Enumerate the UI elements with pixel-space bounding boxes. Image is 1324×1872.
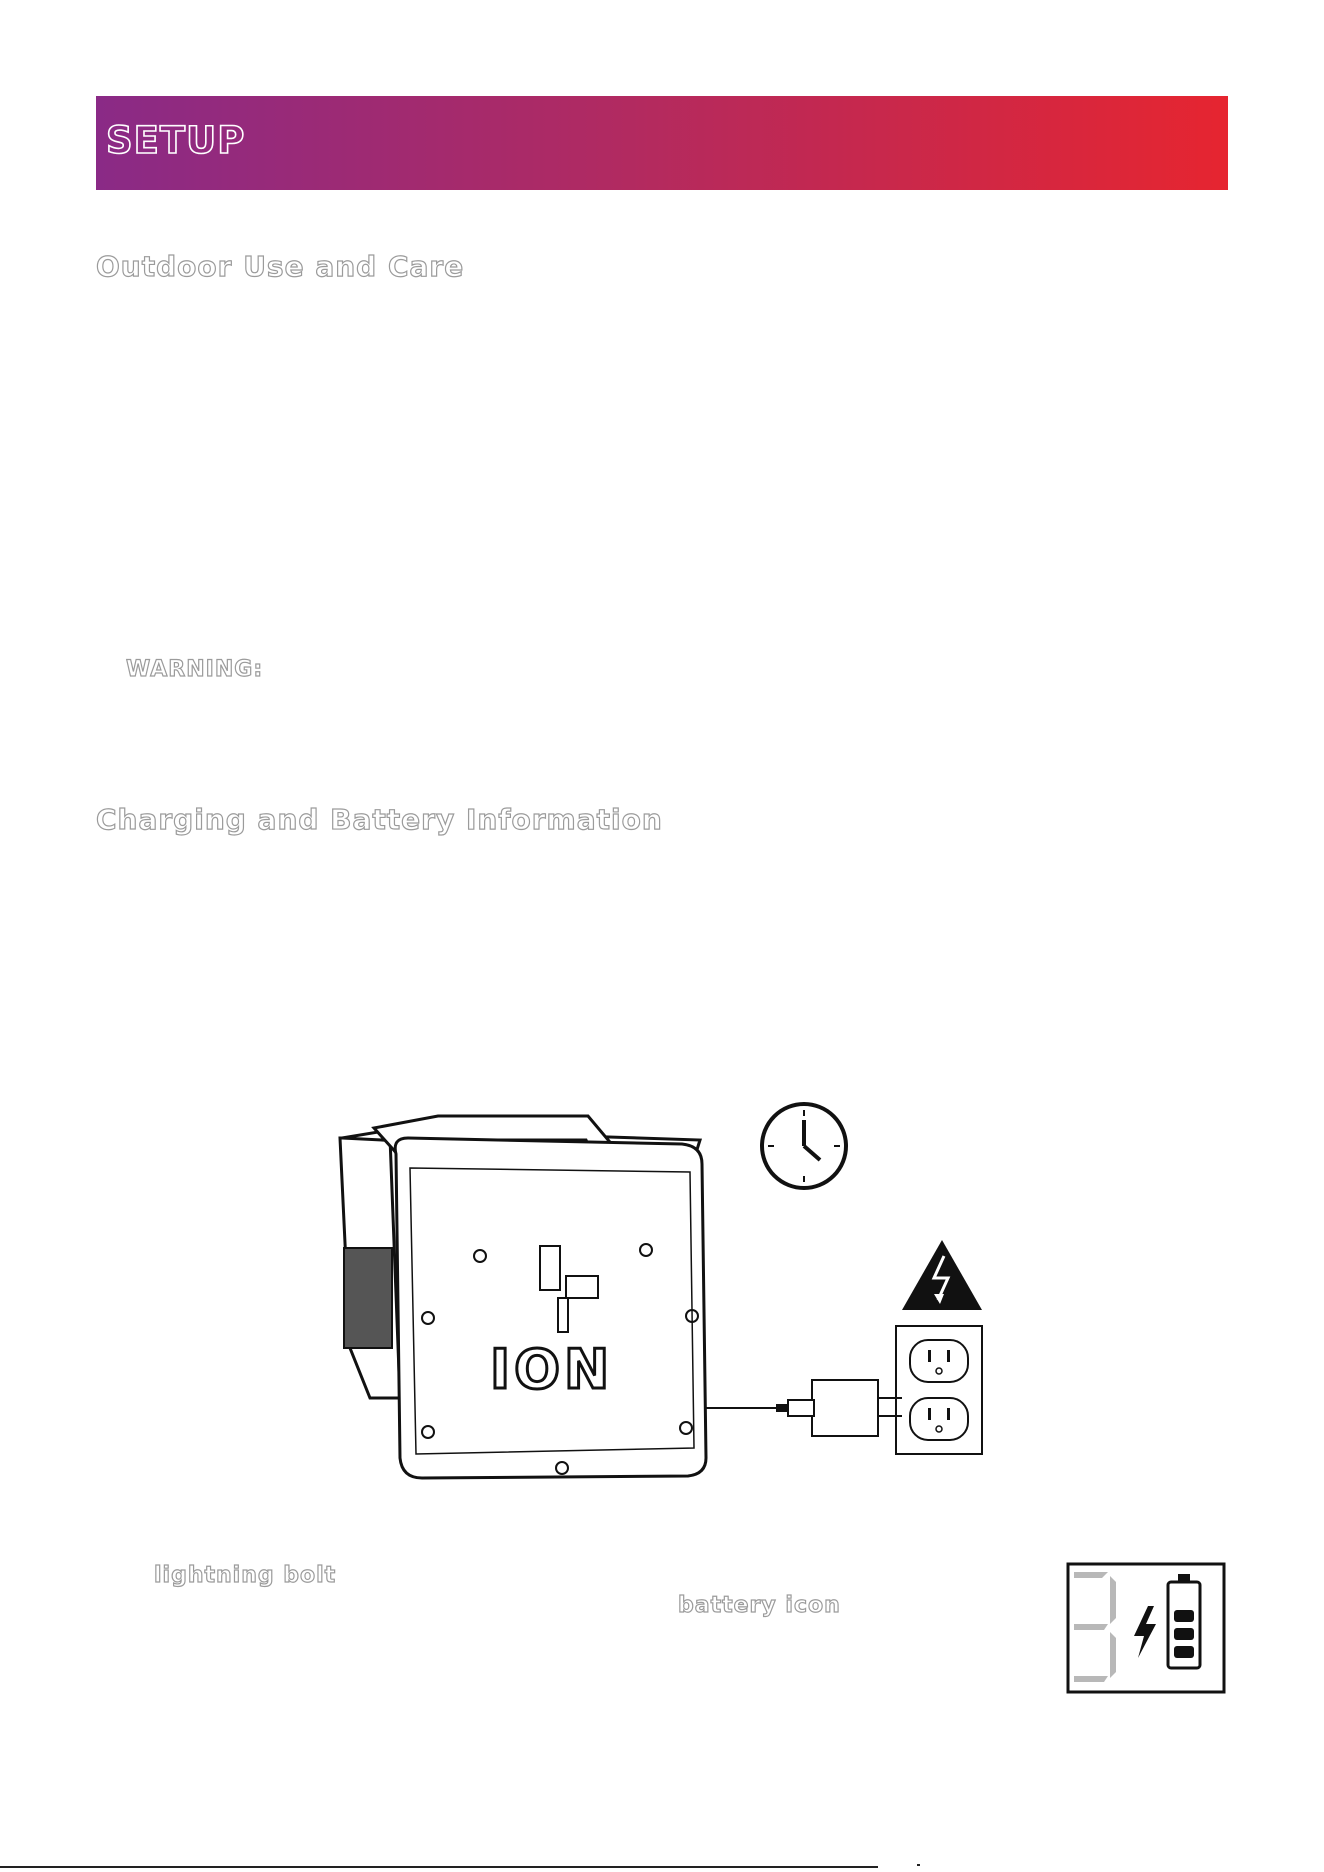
usb-charger-icon — [776, 1380, 902, 1436]
speaker-display-panel — [1060, 1560, 1230, 1700]
footer-tick — [917, 1864, 920, 1866]
battery-icon — [1168, 1574, 1200, 1668]
header-banner — [96, 96, 1228, 190]
speaker-illustration — [340, 1116, 706, 1478]
speaker-brand-logo: ION — [490, 1338, 614, 1401]
charging-illustration — [330, 1098, 990, 1518]
section-heading-outdoor: Outdoor Use and Care — [96, 250, 465, 283]
page-title: SETUP — [106, 119, 246, 162]
warning-label: WARNING: — [126, 657, 264, 682]
label-lightning-bolt: lightning bolt — [154, 1563, 337, 1588]
section-heading-charging: Charging and Battery Information — [96, 803, 663, 836]
footer-rule — [0, 1866, 878, 1868]
high-voltage-warning-icon — [902, 1240, 982, 1310]
clock-icon — [762, 1104, 846, 1188]
label-battery-icon: battery icon — [678, 1593, 841, 1618]
wall-outlet-icon — [896, 1326, 982, 1454]
